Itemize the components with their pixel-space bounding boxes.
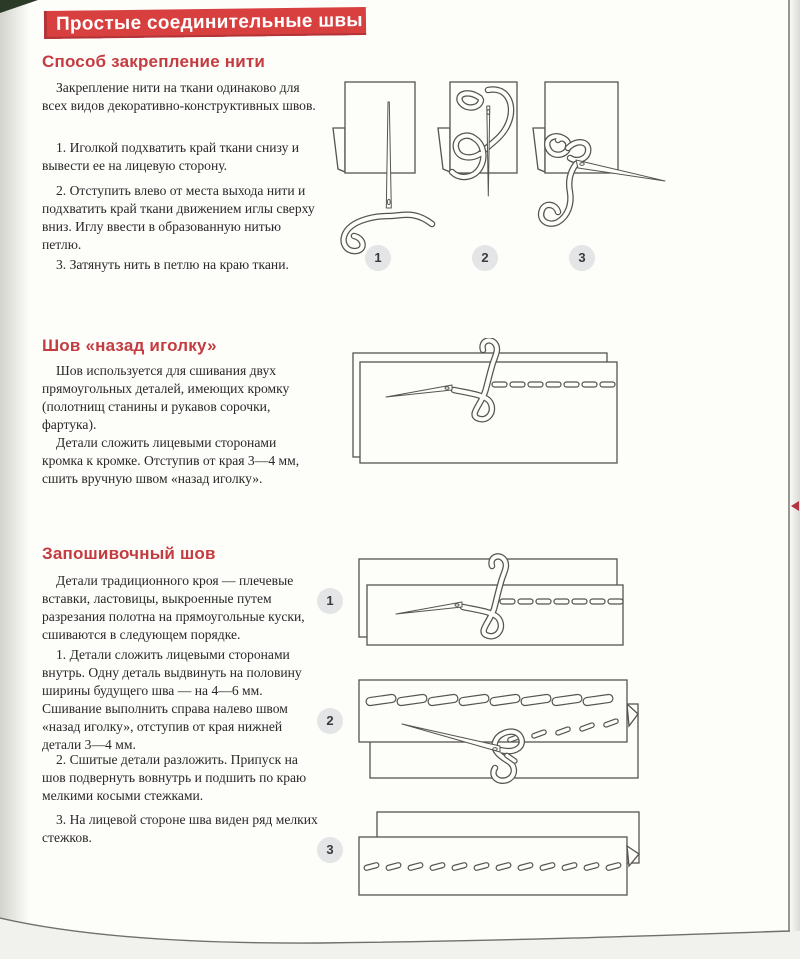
- needle-eye: [445, 387, 449, 390]
- fastening-panel-3: [533, 82, 665, 224]
- chapter-banner: [44, 7, 366, 39]
- bookmark-arrow-icon: [791, 501, 799, 511]
- paragraph-s3-step2: 2. Сшитые детали разложить. Припуск на шов подвернуть вовнутрь и подшить по краю мелкими косыми стежками.: [42, 752, 307, 803]
- needle-eye: [387, 199, 390, 204]
- chapter-banner-title: Простые соединительные швы: [55, 10, 364, 35]
- needle-eye: [580, 163, 584, 166]
- page-corner-mark: [0, 0, 38, 13]
- paragraph-s3-step1: 1. Детали сложить лицевыми сторонами внутрь. Одну деталь выдвинуть на половину ширины будущего шва — на 4—6 мм. Сшивание выполнить справа налево швом «назад иголку», отступив от края нижней детали 3—4 мм.: [42, 647, 302, 752]
- figure-thread-fastening: [330, 76, 800, 262]
- step-number-badge: 1: [317, 588, 343, 614]
- step-number-badge: 3: [317, 837, 343, 863]
- step-number-badge: 2: [472, 245, 498, 271]
- figure-backstitch: [340, 338, 650, 473]
- paragraph-s1-step1: 1. Иголкой подхватить край ткани снизу и вывести ее на лицевую сторону.: [42, 140, 300, 173]
- paragraph-s2: Шов используется для сшивания двух прямоугольных деталей, имеющих кромку (полотнищ станины и рукавов сорочки, фартука). Детали сложить лицевыми сторонами кромка к кромке. Отступив от края 3—4 мм, сшить вручную швом «назад иголку».: [42, 363, 300, 486]
- needle-eye: [455, 604, 459, 607]
- paragraph-s3-intro: Детали традиционного кроя — плечевые вставки, ластовицы, выкроенные путем разрезания полотна на прямоугольные куски, сшиваются в следующем порядке.: [42, 573, 305, 642]
- page-bottom-curve: [0, 900, 800, 959]
- section-heading-thread-fastening: Способ закрепление нити: [42, 52, 266, 71]
- fastening-panel-2: [438, 82, 517, 196]
- stitch-row: [500, 599, 623, 604]
- section-heading-felled-seam: Запошивочный шов: [42, 544, 216, 563]
- step-number-badge: 1: [365, 245, 391, 271]
- fabric-flap: [438, 128, 450, 172]
- step-number-badge: 3: [569, 245, 595, 271]
- fabric-flap: [333, 128, 345, 172]
- paragraph-s1-step3: 3. Затянуть нить в петлю на краю ткани.: [56, 257, 289, 272]
- fastening-panel-1: [333, 82, 432, 251]
- paragraph-s1-step2: 2. Отступить влево от места выхода нити и подхватить край ткани движением иглы сверху вниз. Иглу ввести в образованную нитью петлю.: [42, 183, 315, 252]
- figure-felled-step2: [350, 676, 650, 788]
- section-heading-backstitch: Шов «назад иголку»: [42, 336, 217, 355]
- fabric-square: [345, 82, 415, 173]
- thread-icon: [344, 215, 432, 251]
- paragraph-s1-intro: Закрепление нити на ткани одинаково для всех видов декоративно-конструктивных швов.: [42, 80, 316, 113]
- page-left-shadow: [0, 0, 30, 959]
- needle-icon: [487, 106, 490, 196]
- figure-felled-step3: [352, 806, 648, 906]
- fabric-flap: [533, 128, 545, 172]
- step-number-badge: 2: [317, 708, 343, 734]
- needle-eye: [487, 110, 490, 115]
- fabric-top-layer: [359, 680, 627, 742]
- paragraph-s3-step3: 3. На лицевой стороне шва виден ряд мелких стежков.: [42, 812, 318, 845]
- stitch-row: [492, 382, 615, 387]
- figure-felled-step1: [350, 552, 640, 657]
- needle-eye: [493, 748, 497, 751]
